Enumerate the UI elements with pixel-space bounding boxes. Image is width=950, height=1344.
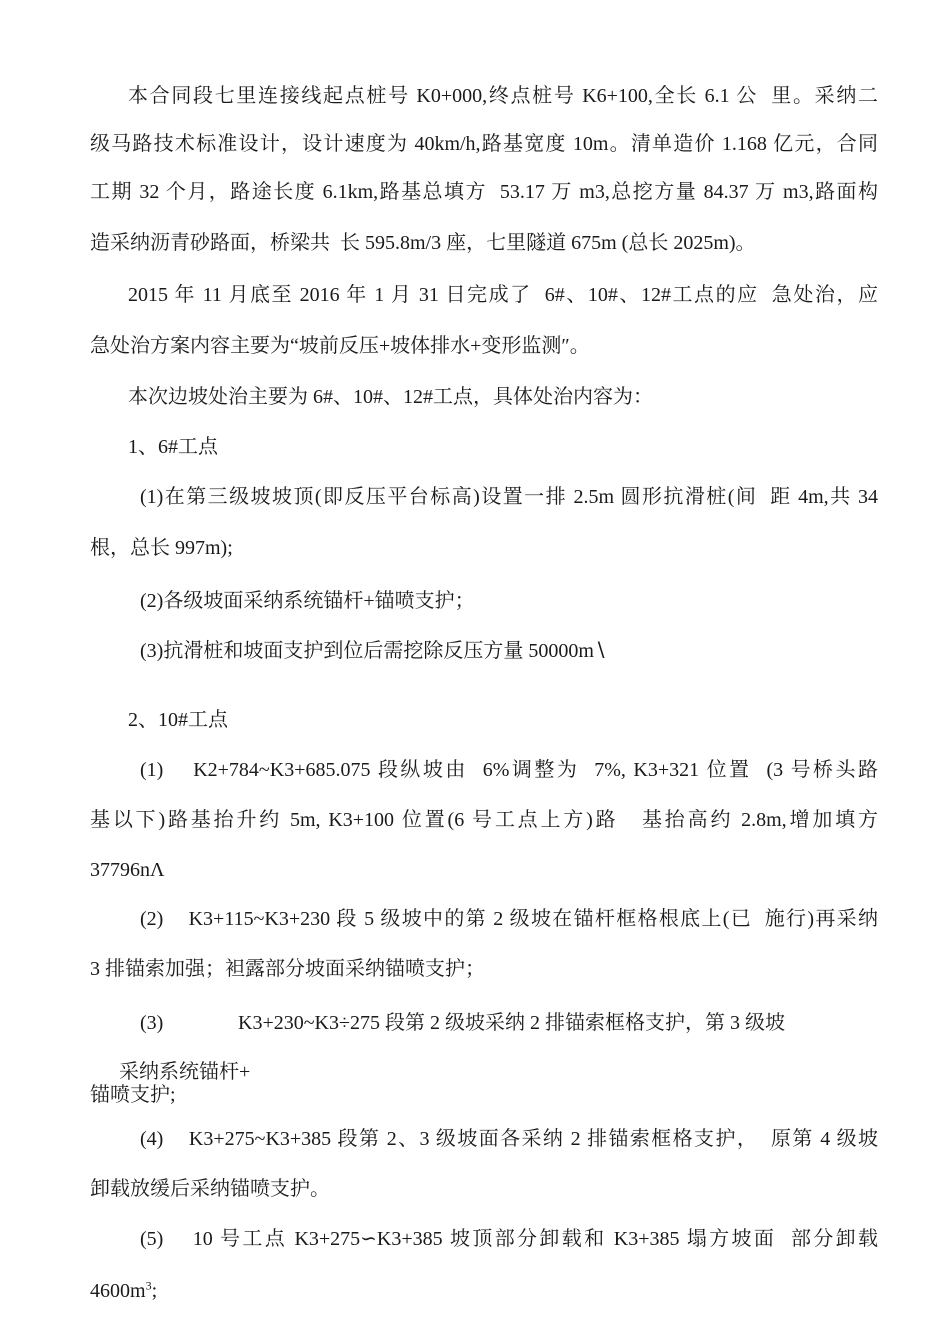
s1-item-2: (2)各级坡面采纳系统锚杆+锚喷支护； — [140, 590, 475, 612]
p1-line-1: 本合同段七里连接线起点桩号 K0+000,终点桩号 K6+100,全长 6.1 公 里。采纳二 — [128, 85, 878, 107]
s2-item-5-value: 4600m — [90, 1280, 146, 1302]
s1-item-1-line-2: 根，总长 997m); — [90, 537, 233, 559]
p3-line: 本次边坡处治主要为 6#、10#、12#工点，具体处治内容为： — [128, 386, 653, 408]
superscript-3: 3 — [145, 1278, 152, 1293]
s2-item-4-line-2: 卸载放缓后采纳锚喷支护。 — [90, 1178, 330, 1200]
s2-item-5-line-2 — [90, 1279, 157, 1303]
section-2-heading: 2、10#工点 — [128, 709, 228, 731]
s2-item-5-line-1: (5) 10 号工点 K3+275∽K3+385 坡顶部分卸载和 K3+385 塌方坡面 部分卸载 — [140, 1228, 878, 1250]
p1-line-2: 级马路技术标准设计，设计速度为 40km/h,路基宽度 10m。清单造价 1.168 亿元，合同 — [90, 133, 878, 155]
s2-item-2-line-2: 3 排锚索加强；袒露部分坡面采纳锚喷支护； — [90, 958, 485, 980]
section-1-heading: 1、6#工点 — [128, 436, 218, 458]
s2-item-1-line-2: 基以下)路基抬升约 5m, K3+100 位置(6 号工点上方)路 基抬高约 2.8m,增加填方 — [90, 809, 878, 831]
p2-line-2: 急处治方案内容主要为“坡前反压+坡体排水+变形监测″。 — [90, 335, 590, 357]
s2-item-5-tail: ; — [151, 1280, 158, 1302]
s1-item-3: (3)抗滑桩和坡面支护到位后需挖除反压方量 50000m∖ — [140, 640, 607, 662]
s2-item-3-cont-2: 锚喷支护; — [90, 1084, 176, 1106]
s2-item-1-line-1: (1) K2+784~K3+685.075 段纵坡由 6%调整为 7%, K3+321 位置 (3 号桥头路 — [140, 759, 878, 781]
p1-line-3: 工期 32 个月，路途长度 6.1km,路基总填方 53.17 万 m3,总挖方量 84.37 万 m3,路面构 — [90, 181, 878, 203]
s2-item-4-line-1: (4) K3+275~K3+385 段第 2、3 级坡面各采纳 2 排锚索框格支护， 原第 4 级坡 — [140, 1128, 878, 1150]
p2-line-1: 2015 年 11 月底至 2016 年 1 月 31 日完成了 6#、10#、12#工点的应 急处治，应 — [128, 284, 878, 306]
s1-item-1-line-1: (1)在第三级坡坡顶(即反压平台标高)设置一排 2.5m 圆形抗滑桩(间 距 4m,共 34 — [140, 486, 878, 508]
s2-item-1-line-3: 37796nΛ — [90, 859, 165, 881]
s2-item-3-cont-1: 采纳系统锚杆+ — [119, 1061, 251, 1083]
s2-item-3-number: (3) — [140, 1012, 164, 1034]
s2-item-3-text: K3+230~K3÷275 段第 2 级坡采纳 2 排锚索框格支护，第 3 级坡 — [238, 1012, 785, 1034]
s2-item-2-line-1: (2) K3+115~K3+230 段 5 级坡中的第 2 级坡在锚杆框格根底上(已 施行)再采纳 — [140, 908, 878, 930]
p1-line-4: 造采纳沥青砂路面，桥梁共 长 595.8m/3 座，七里隧道 675m (总长 2025m)。 — [90, 232, 756, 254]
